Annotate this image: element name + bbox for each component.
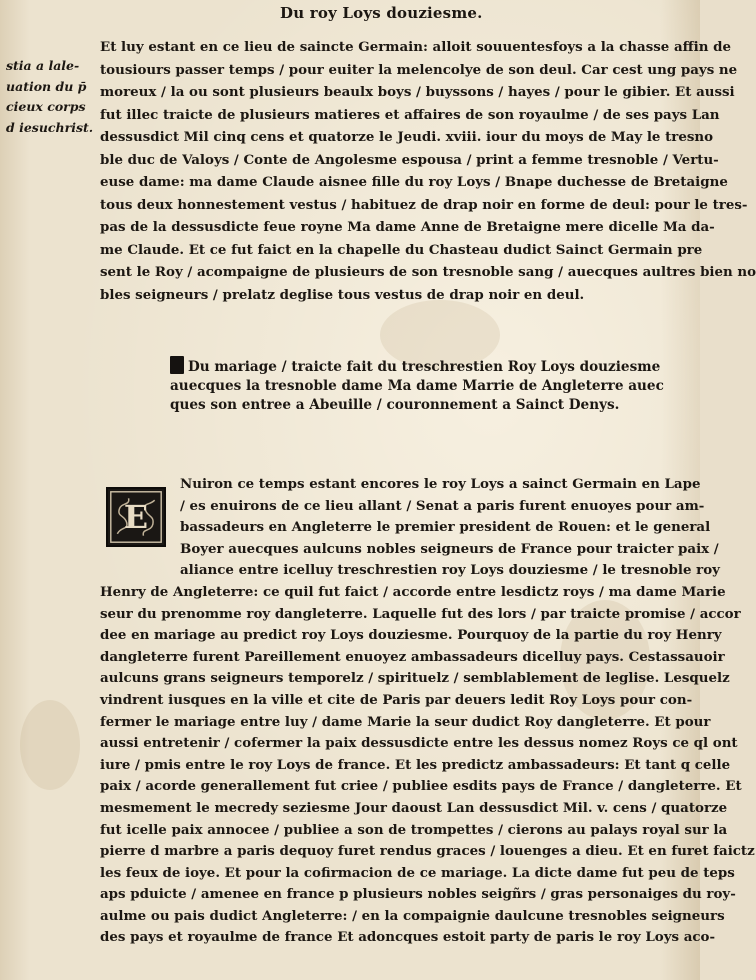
text-line: mesmement le mecredy seziesme Jour daoust Lan dessusdict Mil. v. cens / quatorze — [100, 799, 728, 816]
text-line: dangleterre furent Pareillement enuoyez ambassadeurs dicelluy pays. Cestassauoir — [100, 648, 725, 665]
text-line: paix / acorde generallement fut criee / publiee esdits pays de France / dangleterre. Et — [100, 778, 742, 795]
text-line: euse dame: ma dame Claude aisnee fille du roy Loys / Bnape duchesse de Bretaigne — [100, 174, 728, 190]
text-line: Et luy estant en ce lieu de saincte Germain: alloit souuentesfoys a la chasse affin de — [100, 39, 732, 55]
text-line: aulme ou pais dudict Angleterre: / en la compaignie daulcune tresnobles seigneurs — [100, 907, 725, 924]
text-line: Henry de Angleterre: ce quil fut faict / accorde entre lesdictz roys / ma dame Marie — [100, 583, 726, 600]
text-line: aussi entretenir / cofermer la paix dessusdicte entre les dessus nomez Roys ce ql ont — [100, 735, 738, 752]
text-line: Nuiron ce temps estant encores le roy Loys a sainct Germain en Lape — [180, 476, 701, 492]
heading-line: ques son entree a Abeuille / couronnement a Sainct Denys. — [170, 397, 620, 413]
paragraph-1 — [100, 36, 756, 306]
paragraph-3 — [100, 474, 755, 949]
text-line: sent le Roy / acompaigne de plusieurs de son tresnoble sang / auecques aultres bien no — [100, 264, 756, 280]
text-line: / es enuirons de ce lieu allant / Senat a paris furent enuoyes pour am- — [180, 497, 705, 514]
margin-note-line: d iesuchrist. — [6, 119, 94, 135]
margin-note-line: stia a lale- — [6, 58, 80, 73]
text-line: pas de la dessusdicte feue royne Ma dame Anne de Bretaigne mere dicelle Ma da- — [100, 219, 715, 235]
text-line: me Claude. Et ce fut faict en la chapelle du Chasteau dudict Sainct Germain pre — [100, 241, 703, 258]
running-header: Du roy Loys douziesme. — [280, 4, 483, 22]
text-line: des pays et royaulme de france Et adoncques estoit party de paris le roy Loys aco- — [100, 929, 716, 946]
text-line: tous deux honnestement vestus / habituez de drap noir en forme de deul: pour le tres- — [100, 196, 748, 213]
text-line: moreux / la ou sont plusieurs beaulx boys / buyssons / hayes / pour le gibier. Et aussi — [100, 84, 735, 100]
heading-line: auecques la tresnoble dame Ma dame Marrie de Angleterre auec — [170, 378, 664, 394]
text-line: ble duc de Valoys / Conte de Angolesme espousa / print a femme tresnoble / Vertu- — [100, 151, 719, 168]
text-line: aulcuns grans seigneurs temporelz / spirituelz / semblablement de leglise. Lesquelz — [100, 670, 730, 687]
text-line: Boyer auecques aulcuns nobles seigneurs de France pour traicter paix / — [180, 540, 719, 557]
margin-note — [6, 56, 96, 138]
text-line: dee en mariage au predict roy Loys douziesme. Pourquoy de la partie du roy Henry — [100, 627, 722, 644]
text-line: fut illec traicte de plusieurs matieres et affaires de son royaulme / de ses pays Lan — [100, 106, 720, 123]
text-line: aps pduicte / amenee en france p plusieurs nobles seigñrs / gras personaiges du roy- — [100, 886, 736, 903]
text-line: aliance entre icelluy treschrestien roy Loys douziesme / le tresnoble roy — [180, 562, 720, 579]
text-line: iure / pmis entre le roy Loys de france. Et les predictz ambassadeurs: Et tant q celle — [100, 756, 731, 773]
margin-note-line: cieux corps — [6, 99, 86, 114]
text-line: fut icelle paix annocee / publiee a son de trompettes / cierons au palays royal sur la — [100, 821, 728, 838]
text-line: fermer le mariage entre luy / dame Marie la seur dudict Roy dangleterre. Et pour — [100, 713, 711, 730]
heading-line: Du mariage / traicte fait du treschrestien Roy Loys douziesme — [188, 359, 661, 375]
text-line: seur du prenomme roy dangleterre. Laquelle fut des lors / par traicte promise / accor — [100, 605, 741, 622]
text-line: tousiours passer temps / pour euiter la melencolye de son deul. Car cest ung pays ne — [100, 61, 738, 78]
text-line: dessusdict Mil cinq cens et quatorze le Jeudi. xviii. iour du moys de May le tresno — [100, 129, 714, 145]
text-line: les feux de ioye. Et pour la cofirmacion de ce mariage. La dicte dame fut peu de teps — [100, 864, 735, 881]
margin-note-line: uation du p̄ — [6, 78, 87, 94]
text-line: bles seigneurs / prelatz deglise tous vestus de drap noir en deul. — [100, 286, 585, 303]
text-line: bassadeurs en Angleterre le premier president de Rouen: et le general — [180, 519, 711, 536]
initial-letter: E — [123, 499, 149, 537]
text-line: pierre d marbre a paris dequoy furet rendus graces / louenges a dieu. Et en furet faictz — [100, 843, 755, 860]
chapter-heading — [170, 356, 664, 415]
pilcrow-icon — [170, 356, 184, 374]
text-line: vindrent iusques en la ville et cite de Paris par deuers ledit Roy Loys pour con- — [100, 691, 693, 708]
